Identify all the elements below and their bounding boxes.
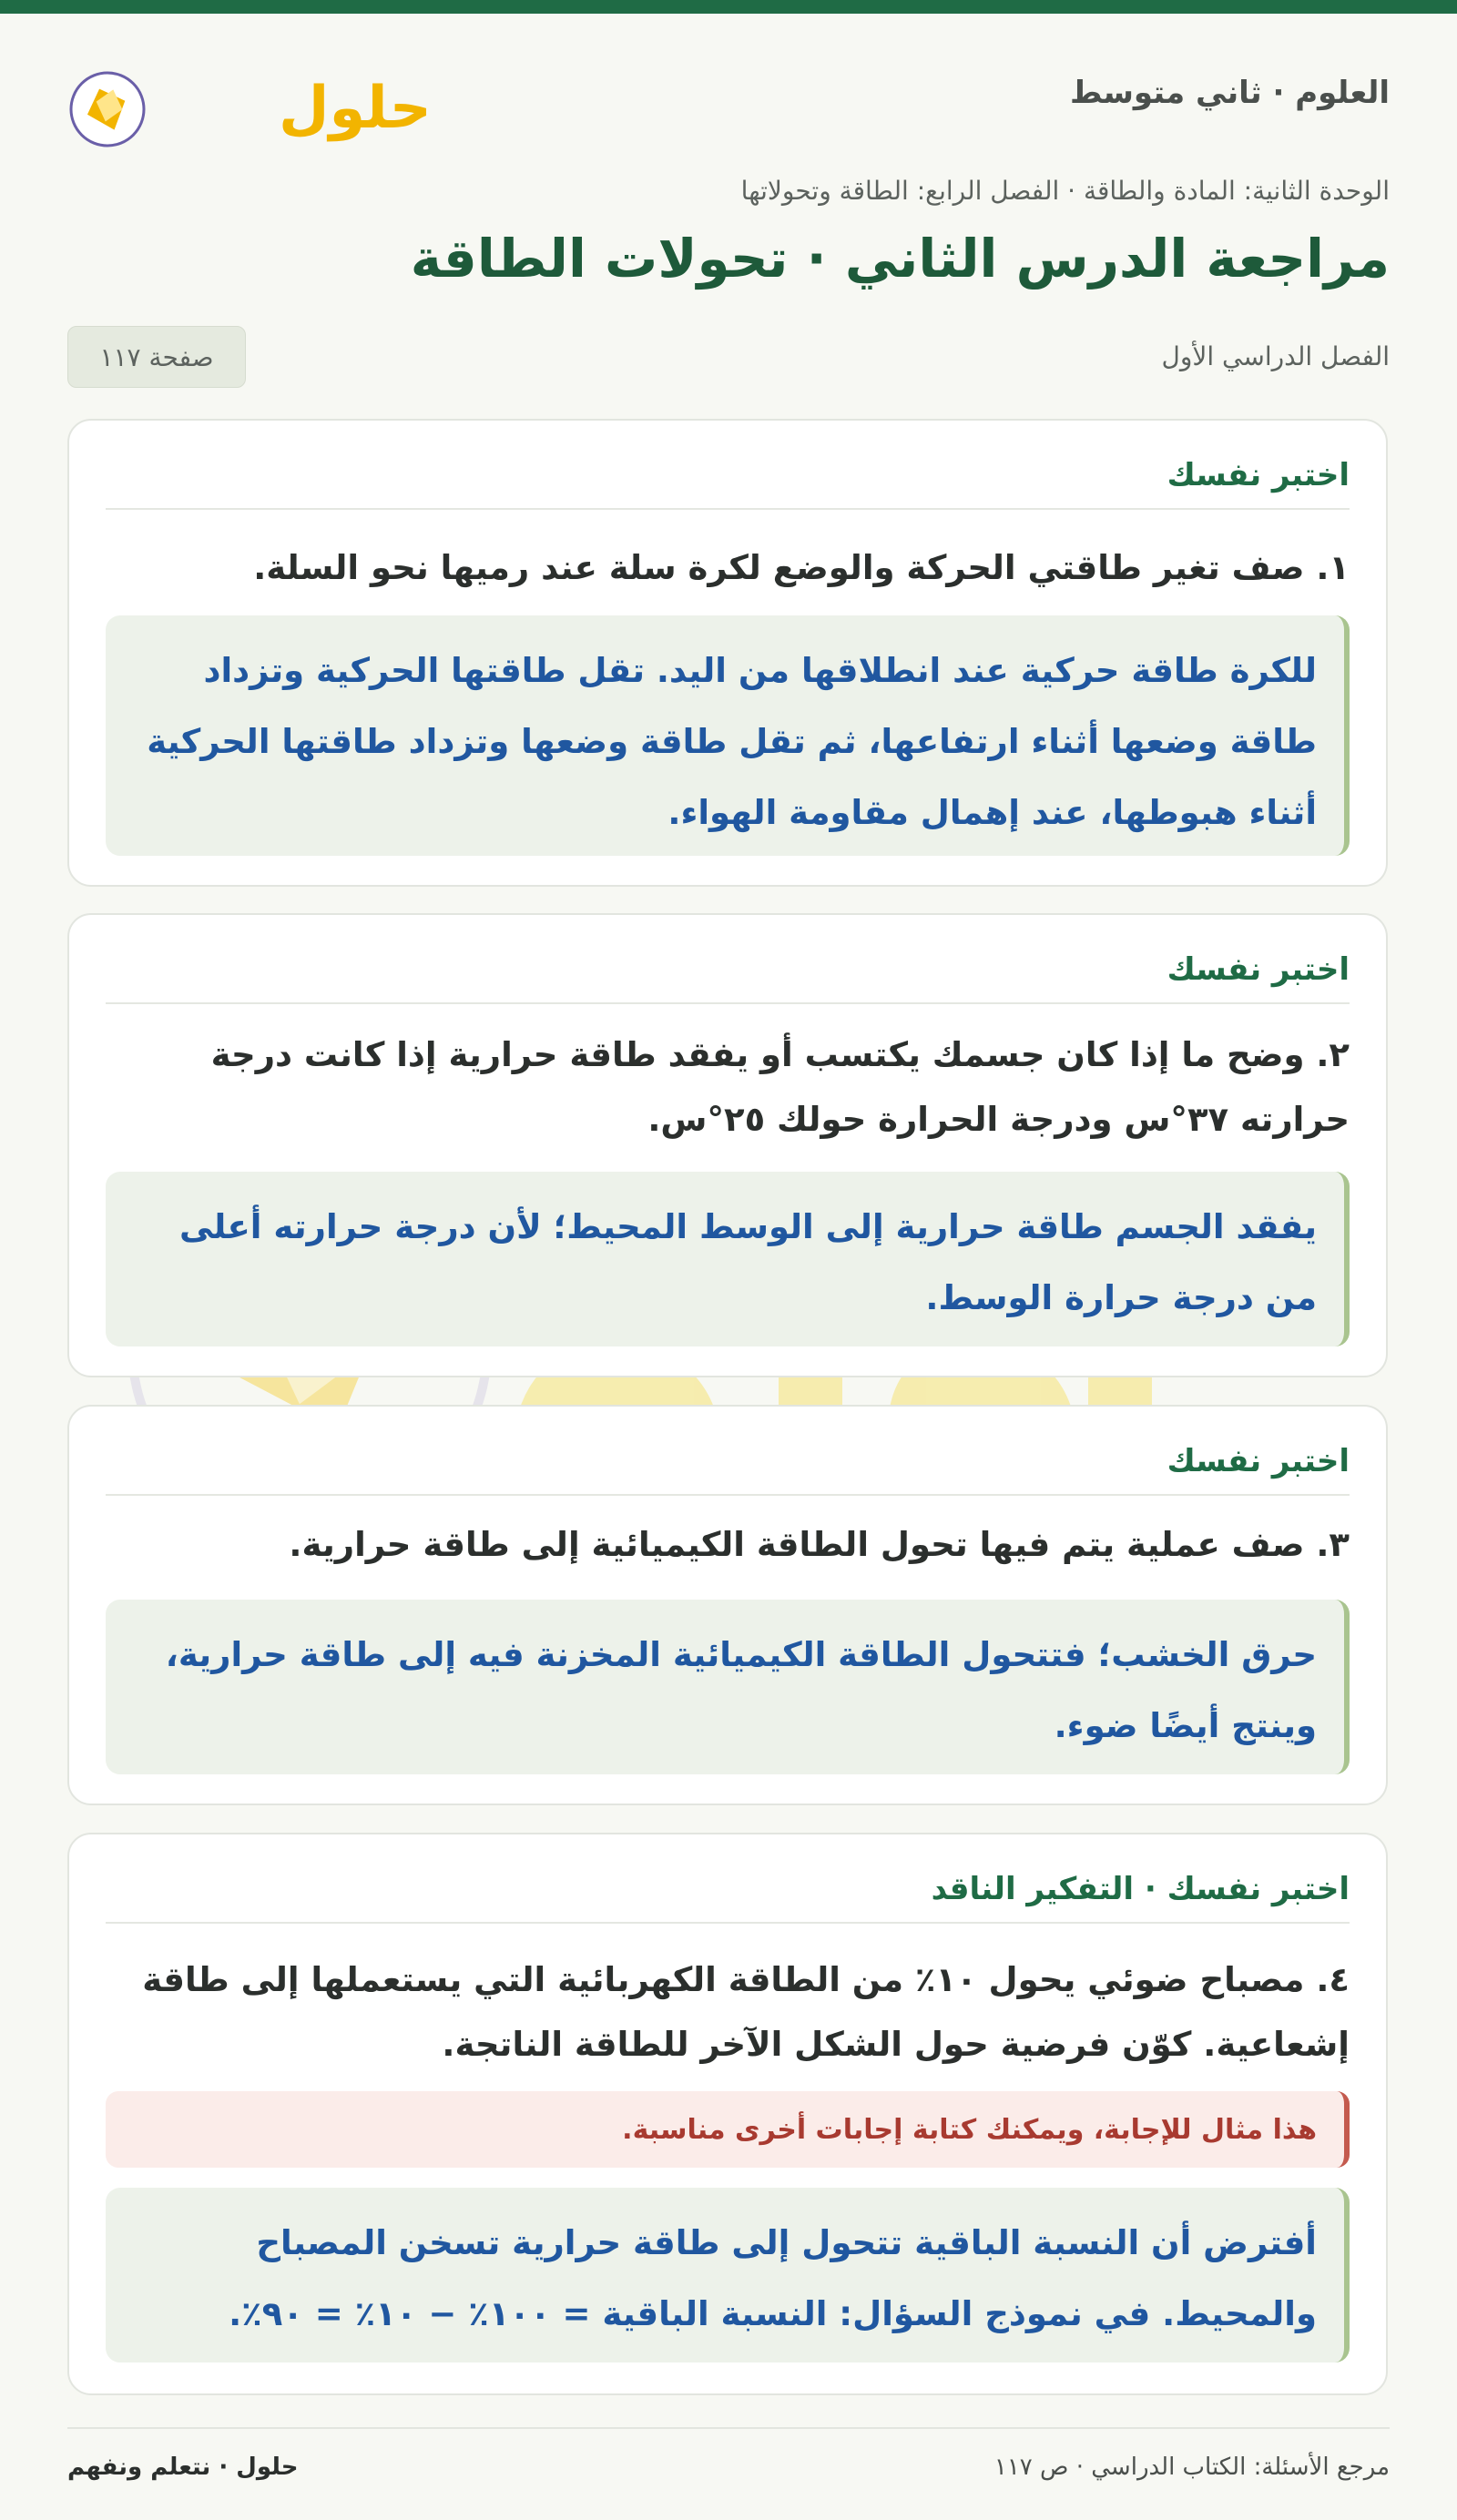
question-card-2 xyxy=(67,913,1388,1377)
card-heading: اختبر نفسك · التفكير الناقد xyxy=(106,1871,1350,1924)
card-heading: اختبر نفسك xyxy=(106,1443,1350,1496)
footer-reference: مرجع الأسئلة: الكتاب الدراسي · ص ١١٧ xyxy=(993,2454,1390,2481)
question-text: ٤. مصباح ضوئي يحول ١٠٪ من الطاقة الكهربائية التي يستعملها إلى طاقة إشعاعية. كوّن فرضية حول الشكل الآخر للطاقة الناتجة. xyxy=(142,1960,1350,2064)
answer-box: للكرة طاقة حركية عند انطلاقها من اليد. تقل طاقتها الحركية وتزداد طاقة وضعها أثناء ارتفاعها، ثم تقل طاقة وضعها وتزداد طاقتها الحركية أثناء هبوطها، عند إهمال مقاومة الهواء. xyxy=(106,615,1350,856)
card-heading: اختبر نفسك xyxy=(106,951,1350,1004)
footer-brand: حلول · نتعلم ونفهم xyxy=(67,2454,299,2481)
hulul-logo[interactable] xyxy=(67,64,432,151)
semester-label: الفصل الدراسي الأول xyxy=(1161,341,1390,371)
answer-box: يفقد الجسم طاقة حرارية إلى الوسط المحيط؛ لأن درجة حرارته أعلى من درجة حرارة الوسط. xyxy=(106,1172,1350,1346)
answer-box: أفترض أن النسبة الباقية تتحول إلى طاقة حرارية تسخن المصباح والمحيط. في نموذج السؤال: النسبة الباقية = ١٠٠٪ − ١٠٪ = ٩٠٪. xyxy=(106,2188,1350,2362)
page-header xyxy=(67,64,1390,142)
card-heading: اختبر نفسك xyxy=(106,457,1350,510)
logo-text: حلول xyxy=(279,75,432,142)
question-card-4 xyxy=(67,1833,1388,2395)
question-text: ٣. صف عملية يتم فيها تحول الطاقة الكيميائية إلى طاقة حرارية. xyxy=(289,1525,1350,1564)
subject-label: العلوم · ثاني متوسط xyxy=(1070,75,1390,111)
top-accent-bar xyxy=(0,0,1457,14)
question-text: ٢. وضح ما إذا كان جسمك يكتسب أو يفقد طاقة حرارية إذا كانت درجة حرارته ٣٧°س ودرجة الحرارة حولك ٢٥°س. xyxy=(210,1035,1350,1139)
page-number-badge: صفحة ١١٧ xyxy=(67,326,246,388)
breadcrumb: الوحدة الثانية: المادة والطاقة · الفصل الرابع: الطاقة وتحولاتها xyxy=(740,176,1390,206)
page-title: مراجعة الدرس الثاني · تحولات الطاقة xyxy=(410,228,1390,290)
question-card-1 xyxy=(67,419,1388,887)
question-text: ١. صف تغير طاقتي الحركة والوضع لكرة سلة عند رميها نحو السلة. xyxy=(253,548,1350,587)
footer-divider xyxy=(67,2427,1390,2429)
example-answer-note: هذا مثال للإجابة، ويمكنك كتابة إجابات أخرى مناسبة. xyxy=(106,2091,1350,2168)
answer-box: حرق الخشب؛ فتتحول الطاقة الكيميائية المخزنة فيه إلى طاقة حرارية، وينتج أيضًا ضوء. xyxy=(106,1600,1350,1774)
question-card-3 xyxy=(67,1405,1388,1805)
